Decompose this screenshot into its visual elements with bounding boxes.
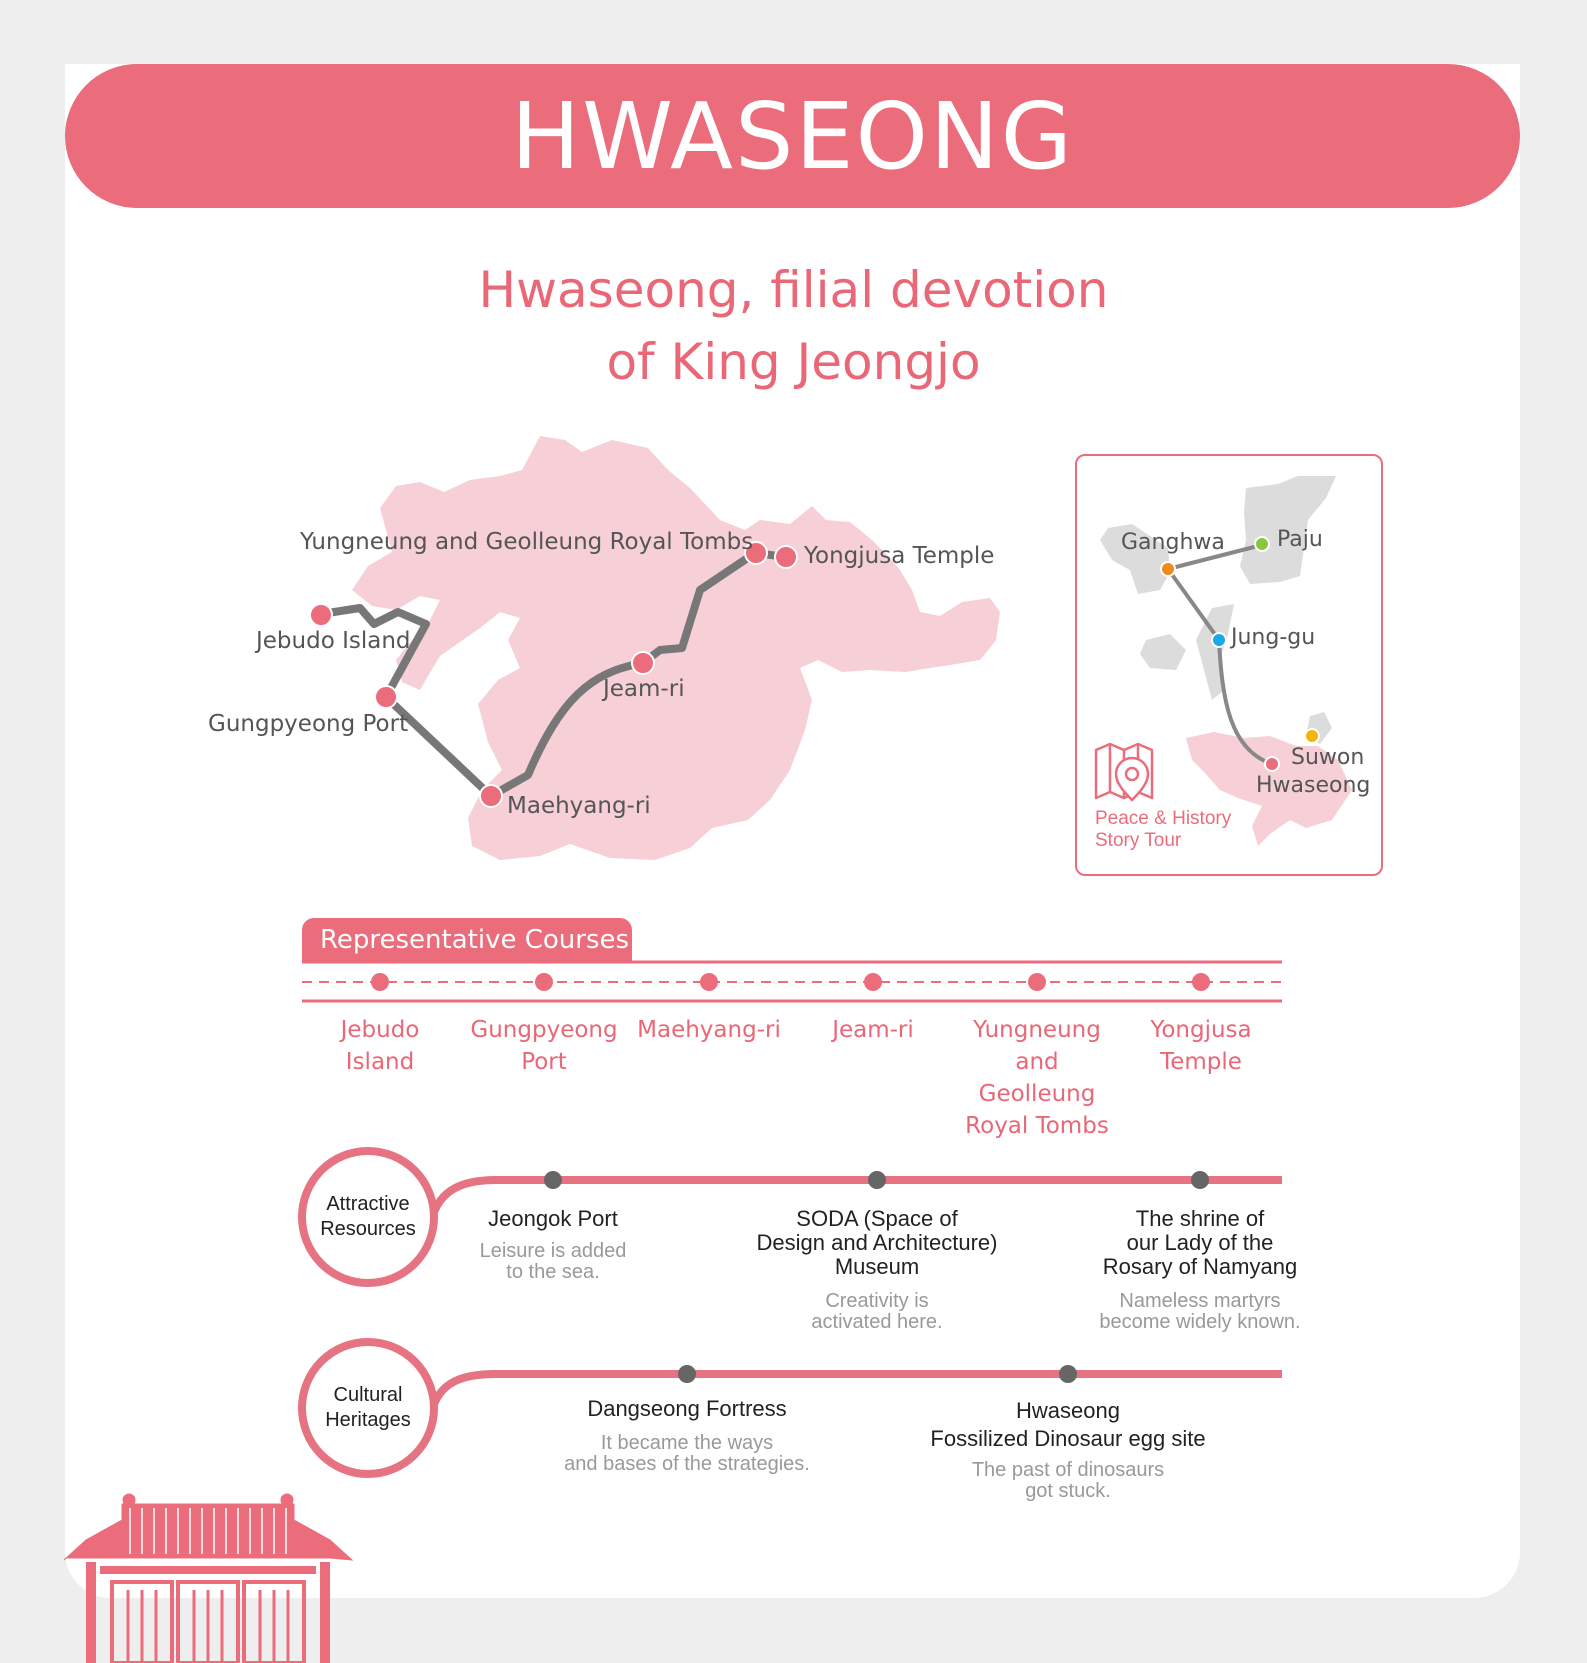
heritage-title-dangseong: Dangseong Fortress <box>587 1396 787 1421</box>
inset-label-ganghwa: Ganghwa <box>1121 530 1225 555</box>
resource-desc-jeongok: Leisure is added to the sea. <box>479 1240 627 1283</box>
cultural-heritages-badge: Cultural Heritages <box>298 1338 438 1478</box>
resource-title-soda: SODA (Space of Design and Architecture) Museum <box>756 1206 998 1279</box>
map-label-gungpyeong: Gungpyeong Port <box>208 711 409 737</box>
attractive-resources-badge: Attractive Resources <box>298 1147 438 1287</box>
inset-label-hwaseong: Hwaseong <box>1256 773 1371 798</box>
course-item-royal-tombs: Yungneung and Geolleung Royal Tombs <box>965 1017 1109 1139</box>
course-item-gungpyeong: Gungpyeong Port <box>470 1017 618 1075</box>
subtitle-line-1: Hwaseong, filial devotion <box>478 261 1109 319</box>
map-label-yongjusa: Yongjusa Temple <box>804 543 995 569</box>
resource-desc-soda: Creativity is activated here. <box>811 1290 943 1333</box>
inset-label-paju: Paju <box>1277 527 1323 552</box>
course-item-maehyang: Maehyang-ri <box>637 1017 781 1043</box>
heritage-desc-dinosaur: The past of dinosaurs got stuck. <box>971 1459 1165 1502</box>
tour-label-line-1: Peace & History <box>1095 808 1232 829</box>
resource-title-shrine: The shrine of our Lady of the Rosary of Namyang <box>1102 1206 1298 1279</box>
map-label-maehyang-ri: Maehyang-ri <box>507 793 651 819</box>
inset-label-suwon: Suwon <box>1291 745 1365 770</box>
map-label-jeam-ri: Jeam-ri <box>603 676 685 702</box>
inset-label-jung-gu: Jung-gu <box>1231 625 1316 650</box>
heritage-title-dinosaur: Hwaseong Fossilized Dinosaur egg site <box>930 1398 1206 1451</box>
resource-title-jeongok: Jeongok Port <box>488 1206 618 1231</box>
tour-label-line-2: Story Tour <box>1095 830 1182 851</box>
course-item-yongjusa: Yongjusa Temple <box>1150 1017 1252 1075</box>
resource-desc-shrine: Nameless martyrs become widely known. <box>1099 1290 1301 1333</box>
map-label-jebudo: Jebudo Island <box>256 628 411 654</box>
course-item-jebudo: Jebudo Island <box>340 1017 420 1075</box>
course-item-jeam: Jeam-ri <box>832 1017 914 1043</box>
heritage-desc-dangseong: It became the ways and bases of the strategies. <box>564 1432 810 1475</box>
subtitle-line-2: of King Jeongjo <box>606 333 981 391</box>
page-title: HWASEONG <box>510 83 1075 190</box>
courses-tab: Representative Courses <box>302 918 632 962</box>
map-label-royal-tombs: Yungneung and Geolleung Royal Tombs <box>300 529 754 555</box>
